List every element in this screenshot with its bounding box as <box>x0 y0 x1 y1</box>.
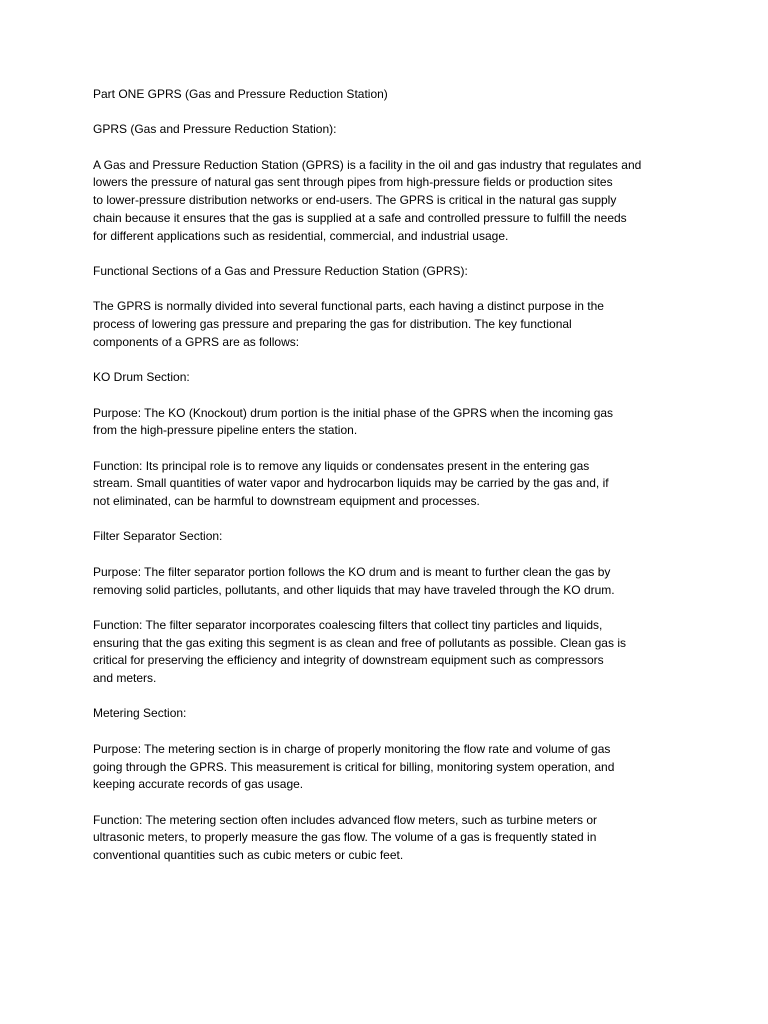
document-title: Part ONE GPRS (Gas and Pressure Reduction Station) <box>93 87 388 101</box>
metering-purpose: Purpose: The metering section is in charge of properly monitoring the flow rate and volume of gas going through the GPRS. This measurement is critical for billing, monitoring system operation, and keeping accurate records of gas usage. <box>93 741 615 792</box>
ko-drum-purpose: Purpose: The KO (Knockout) drum portion is the initial phase of the GPRS when the incoming gas from the high-pressure pipeline enters the station. <box>93 405 614 438</box>
sections-paragraph: The GPRS is normally divided into several functional parts, each having a distinct purpose in the process of lowering gas pressure and preparing the gas for distribution. The key functional components of a GPRS are as follows: <box>93 299 604 349</box>
intro-paragraph: A Gas and Pressure Reduction Station (GPRS) is a facility in the oil and gas industry that regulates and lowers the pressure of natural gas sent through pipes from high-pressure fields or production sites to lower-pressure distribution networks or end-users. The GPRS is critical in the natural gas supply chain because it ensures that the gas is supplied at a safe and controlled pressure to fulfill the needs for different applications such as residential, commercial, and industrial usage. <box>93 157 642 243</box>
ko-drum-heading: KO Drum Section: <box>93 370 190 385</box>
document-page <box>93 86 693 882</box>
sections-heading: Functional Sections of a Gas and Pressure Reduction Station (GPRS): <box>93 263 468 278</box>
metering-function: Function: The metering section often includes advanced flow meters, such as turbine meters or ultrasonic meters, to properly measure the gas flow. The volume of a gas is frequently stated in conventional quantities such as cubic meters or cubic feet. <box>93 812 598 863</box>
filter-separator-function: Function: The filter separator incorporates coalescing filters that collect tiny particles and liquids, ensuring that the gas exiting this segment is as clean and free of pollutants as possible. Clean gas is critical for preserving the efficiency and integrity of downstream equipment such as compressors and meters. <box>93 617 626 686</box>
filter-separator-purpose: Purpose: The filter separator portion follows the KO drum and is meant to further clean the gas by removing solid particles, pollutants, and other liquids that may have traveled through the KO drum. <box>93 564 615 597</box>
ko-drum-function: Function: Its principal role is to remove any liquids or condensates present in the entering gas stream. Small quantities of water vapor and hydrocarbon liquids may be carried by the gas and, if not eliminated, can be harmful to downstream equipment and processes. <box>93 458 609 509</box>
filter-separator-heading: Filter Separator Section: <box>93 529 223 544</box>
metering-heading: Metering Section: <box>93 706 187 721</box>
intro-heading: GPRS (Gas and Pressure Reduction Station): <box>93 122 337 137</box>
